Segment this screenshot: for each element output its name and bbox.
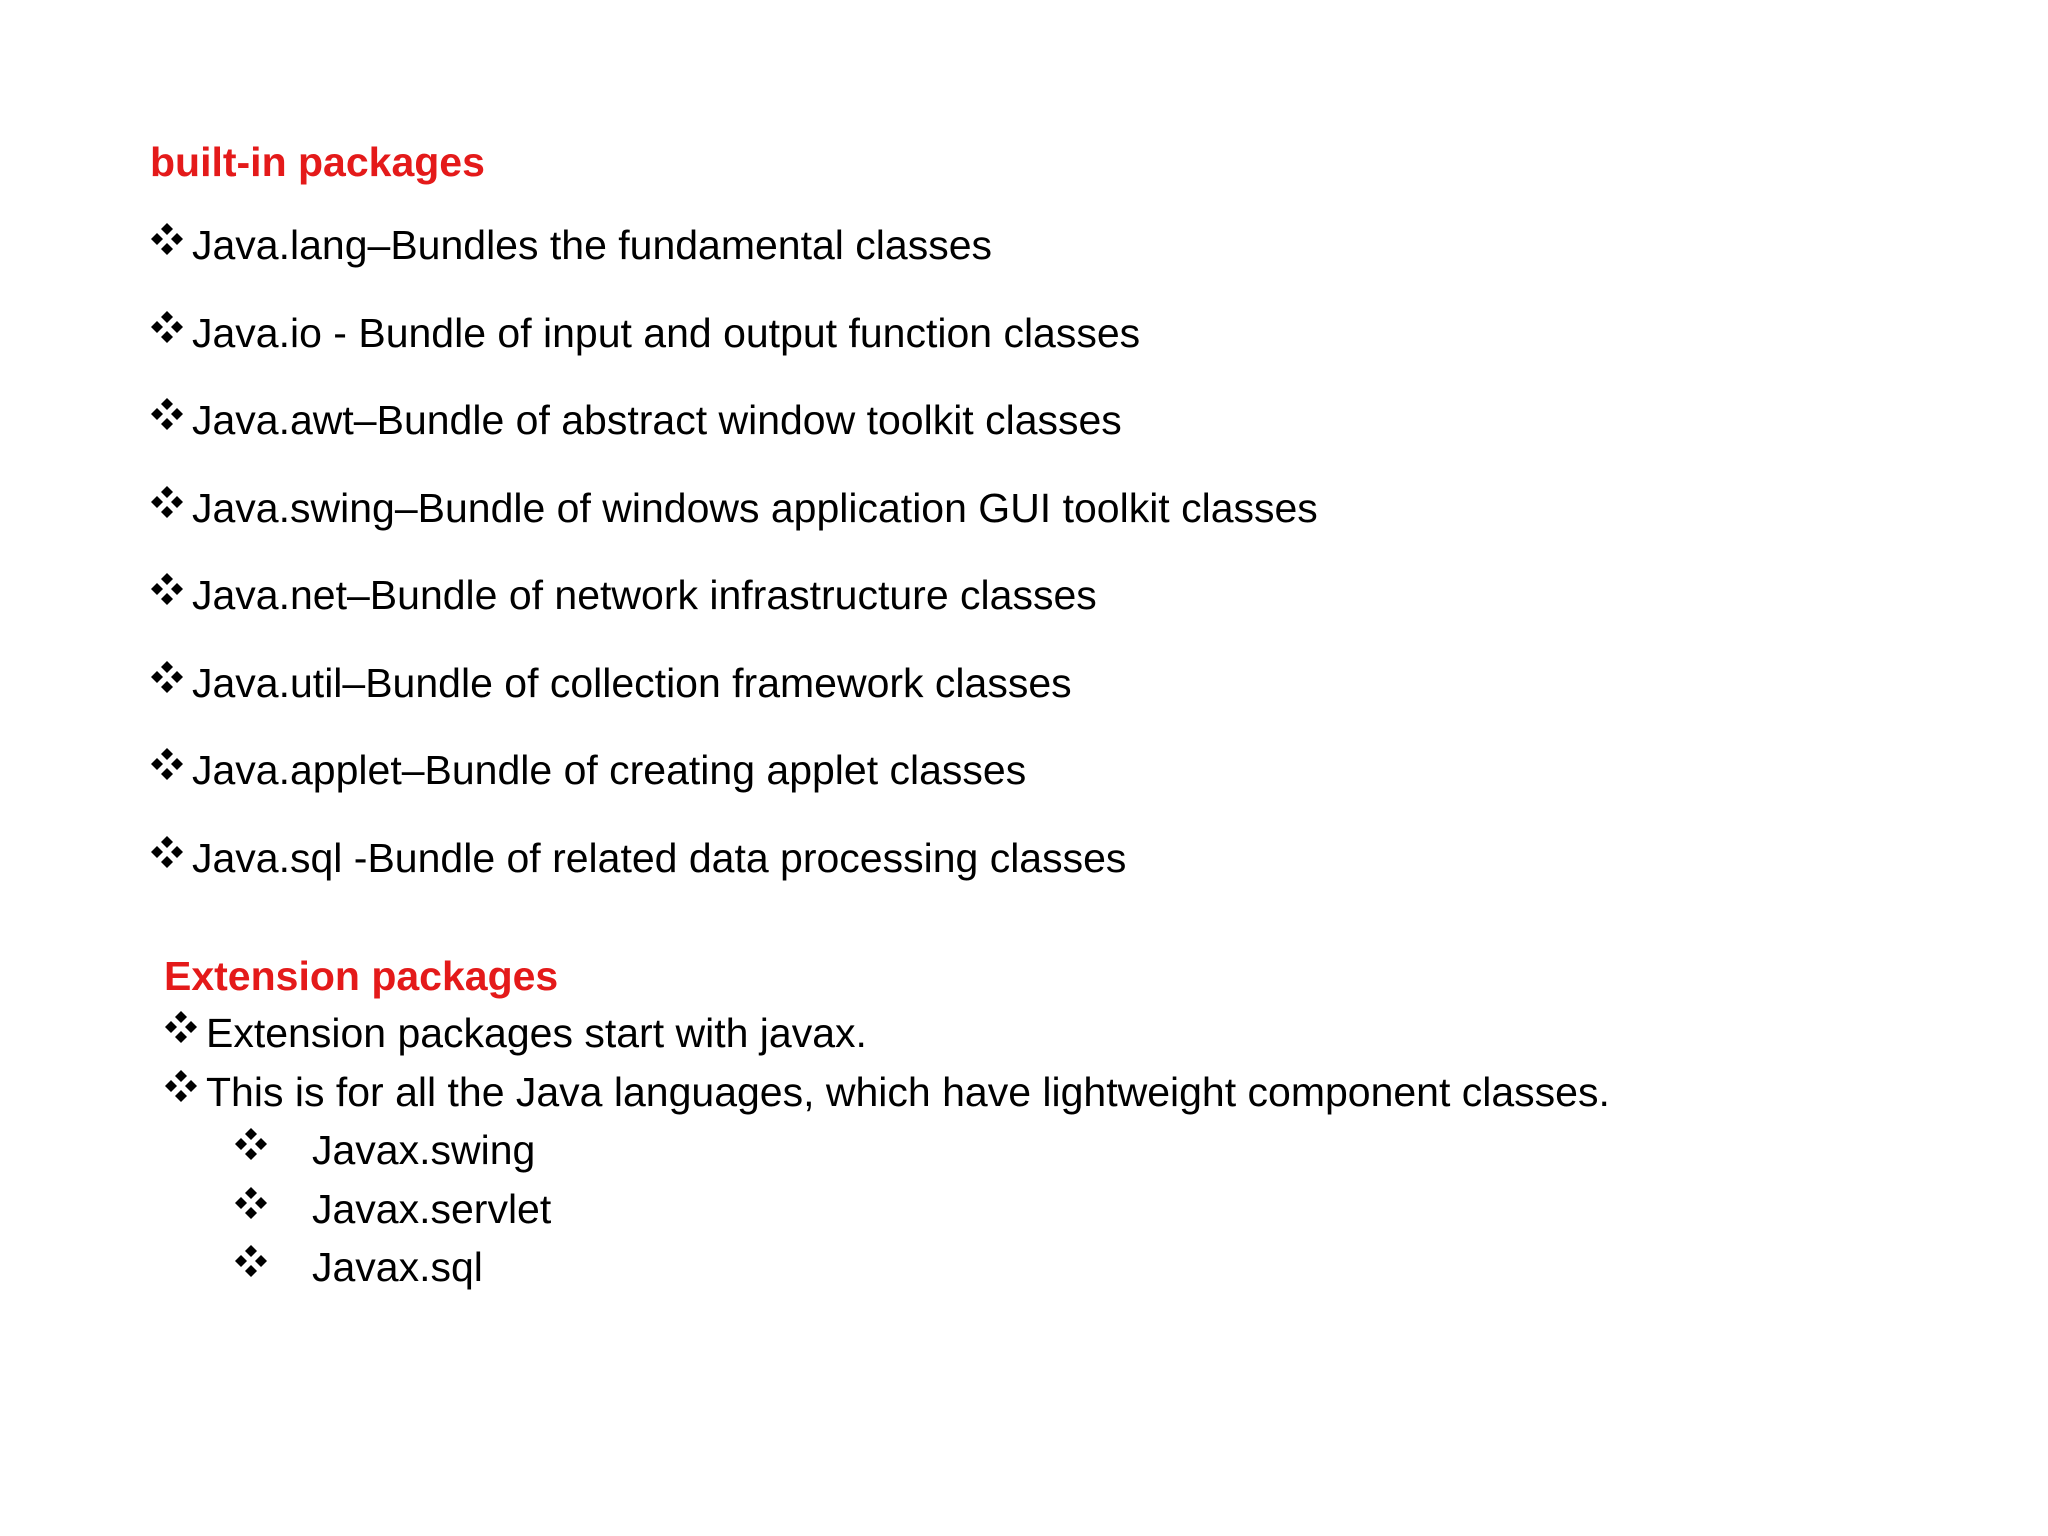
extension-heading: Extension packages xyxy=(164,953,559,999)
list-item-text: Java.awt–Bundle of abstract window toolkit classes xyxy=(192,397,1122,443)
list-item-text: Java.lang–Bundles the fundamental classes xyxy=(192,222,993,268)
four-diamond-bullet-icon xyxy=(232,1127,294,1169)
extension-sublist xyxy=(232,1127,551,1303)
four-diamond-bullet-icon xyxy=(164,1010,206,1052)
list-item xyxy=(232,1244,551,1303)
list-item-text: Java.net–Bundle of network infrastructure classes xyxy=(192,572,1097,618)
four-diamond-bullet-icon xyxy=(150,222,192,264)
list-item xyxy=(150,747,1318,835)
list-item-text: Java.swing–Bundle of windows application GUI toolkit classes xyxy=(192,484,1318,531)
four-diamond-bullet-icon xyxy=(150,397,192,439)
builtin-list xyxy=(150,222,1318,922)
list-item xyxy=(164,1069,1610,1128)
builtin-heading: built-in packages xyxy=(150,139,485,185)
four-diamond-bullet-icon xyxy=(150,747,192,789)
list-item xyxy=(150,397,1318,485)
four-diamond-bullet-icon xyxy=(232,1244,294,1286)
list-item xyxy=(150,835,1318,923)
list-item xyxy=(150,222,1318,310)
extension-list xyxy=(164,1010,1610,1127)
list-item xyxy=(232,1186,551,1245)
list-item-text: Java.util–Bundle of collection framework classes xyxy=(192,659,1072,706)
list-item-text: Extension packages start with javax. xyxy=(206,1010,867,1056)
four-diamond-bullet-icon xyxy=(150,310,192,352)
list-item-text: Javax.sql xyxy=(312,1244,483,1290)
list-item-text: Javax.servlet xyxy=(312,1185,552,1232)
four-diamond-bullet-icon xyxy=(150,572,192,614)
list-item-text: Java.io - Bundle of input and output function classes xyxy=(192,309,1141,356)
list-item-text: This is for all the Java languages, which have lightweight component classes. xyxy=(206,1068,1610,1115)
list-item xyxy=(150,310,1318,398)
four-diamond-bullet-icon xyxy=(150,835,192,877)
four-diamond-bullet-icon xyxy=(232,1186,294,1228)
four-diamond-bullet-icon xyxy=(164,1069,206,1111)
list-item-text: Java.applet–Bundle of creating applet classes xyxy=(192,747,1027,793)
list-item xyxy=(150,485,1318,573)
four-diamond-bullet-icon xyxy=(150,660,192,702)
list-item xyxy=(164,1010,1610,1069)
list-item-text: Java.sql -Bundle of related data processing classes xyxy=(192,834,1127,881)
four-diamond-bullet-icon xyxy=(150,485,192,527)
list-item xyxy=(150,572,1318,660)
list-item-text: Javax.swing xyxy=(312,1127,536,1173)
list-item xyxy=(150,660,1318,748)
list-item xyxy=(232,1127,551,1186)
